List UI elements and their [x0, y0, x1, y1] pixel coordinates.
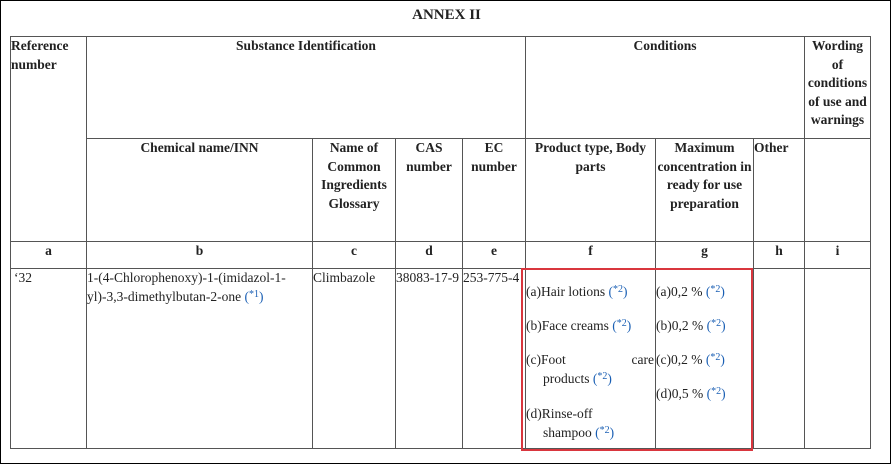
- header-wording-blank: [805, 139, 871, 242]
- conc-value-c: 0,2 %: [670, 352, 703, 367]
- other-cell: [754, 269, 805, 449]
- footnote-link-3c[interactable]: ($^{*2}$): [705, 352, 725, 367]
- conc-value-a: 0,2 %: [670, 284, 703, 299]
- header-conditions: Conditions: [526, 37, 805, 139]
- chemical-name-text: 1-(4-Chlorophenoxy)-1-(imidazol-1-yl)-3,3-dimethylbutan-2-one: [87, 270, 286, 304]
- header-common-name: Name of Common Ingredients Glossary: [313, 139, 396, 242]
- letter-a: a: [11, 242, 87, 269]
- conc-label-b: (b): [656, 318, 672, 333]
- conc-value-d: 0,5 %: [671, 386, 704, 401]
- list-item: [526, 283, 655, 317]
- annex-table: [10, 36, 871, 449]
- letter-g: g: [656, 242, 754, 269]
- product-text-c-b: care: [631, 352, 654, 367]
- letter-f: f: [526, 242, 656, 269]
- list-item: [656, 317, 753, 351]
- reference-cell: ‘32: [11, 269, 87, 449]
- product-text-c-c: products: [543, 370, 590, 386]
- list-item: [526, 405, 655, 442]
- letter-i: i: [805, 242, 871, 269]
- product-text-d-a: Rinse-off: [541, 406, 593, 421]
- product-text-a: Hair lotions: [540, 284, 606, 299]
- product-label-a: (a): [526, 284, 541, 299]
- product-c-line: [526, 351, 654, 370]
- list-item: [526, 317, 655, 351]
- product-label-b: (b): [526, 318, 542, 333]
- footnote-link-2c[interactable]: ($^{*2}$): [592, 370, 612, 386]
- wording-cell: [805, 269, 871, 449]
- header-cas-number: CAS number: [396, 139, 463, 242]
- product-type-cell: [526, 269, 656, 449]
- conc-value-b: 0,2 %: [671, 318, 704, 333]
- annex-title: ANNEX II: [412, 7, 481, 23]
- table-row: [11, 269, 871, 449]
- header-max-concentration: Maximum concentration in ready for use preparation: [656, 139, 754, 242]
- header-chemical-name: Chemical name/INN: [87, 139, 313, 242]
- header-product-type: Product type, Body parts: [526, 139, 656, 242]
- cas-number-cell: 38083-17-9: [396, 269, 463, 449]
- footnote-link-1[interactable]: ($^{*1}$): [244, 288, 264, 304]
- footnote-link-2a[interactable]: ($^{*2}$): [608, 284, 628, 299]
- list-item: [656, 385, 753, 419]
- header-ec-number: EC number: [463, 139, 526, 242]
- footnote-link-2b[interactable]: ($^{*2}$): [612, 318, 632, 333]
- chemical-name-cell: [87, 269, 313, 449]
- list-item: [526, 351, 655, 405]
- list-item: [656, 283, 753, 317]
- letter-h: h: [754, 242, 805, 269]
- footnote-link-3d[interactable]: ($^{*2}$): [706, 386, 726, 401]
- footnote-link-2d[interactable]: ($^{*2}$): [595, 424, 615, 440]
- product-text-b: Face creams: [541, 318, 609, 333]
- footnote-link-3a[interactable]: ($^{*2}$): [705, 284, 725, 299]
- letter-b: b: [87, 242, 313, 269]
- conc-label-a: (a): [656, 284, 671, 299]
- conc-label-c: (c): [656, 352, 671, 367]
- conc-label-d: (d): [656, 386, 672, 401]
- concentration-cell: [656, 269, 754, 449]
- letter-e: e: [463, 242, 526, 269]
- header-wording: Wording of conditions of use and warnings: [805, 37, 871, 139]
- header-substance-identification: Substance Identification: [87, 37, 526, 139]
- list-item: [656, 351, 753, 385]
- product-text-c-a: Foot: [540, 352, 566, 367]
- product-label-d: (d): [526, 406, 542, 421]
- product-label-c: (c): [526, 352, 541, 367]
- header-reference-number: Reference number: [11, 37, 87, 242]
- ec-number-cell: 253-775-4: [463, 269, 526, 449]
- letters-row: [11, 242, 871, 269]
- product-text-d-b: shampoo: [543, 424, 592, 440]
- common-name-cell: Climbazole: [313, 269, 396, 449]
- letter-d: d: [396, 242, 463, 269]
- letter-c: c: [313, 242, 396, 269]
- footnote-link-3b[interactable]: ($^{*2}$): [706, 318, 726, 333]
- header-other: Other: [754, 139, 805, 242]
